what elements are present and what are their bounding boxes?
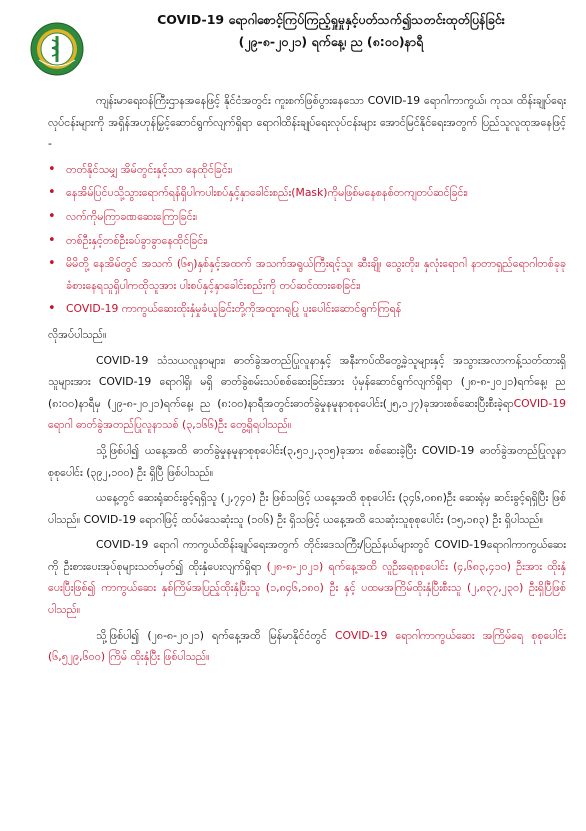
vaccination-doses-text: နှစ်ကြိမ်အပြည့်ထိုးနှံပြီးသူ (၁,၈၄၆,၁၈၀) ဦး နှင့် ပထမအကြိမ်ထိုးနှံပြီးစီးသူ (၂,၈၃၇,၂၃၀) ဦးရှိပြီဖြစ်ပါသည်။ <box>48 581 566 617</box>
list-item: • မိမိတို့ နေအိမ်တွင် အသက် (၆၅)နှစ်နှင့်အထက် အသက်အရွယ်ကြီးရင့်သူ၊ ဆီးချို၊ သွေးတိုး၊ နှလုံးရောဂါ နာတာရှည်ရောဂါတစ်ခုခုခံစားနေရသူရှိပါကထိုသူအား ပါးစပ်နှင့်နှာခေါင်းစည်းကို တပ်ဆင်ထားစေခြင်း၊ <box>62 253 566 296</box>
list-item: • လက်ကိုမကြာခဏဆေးကြောခြင်း၊ <box>62 206 566 228</box>
list-item: • နေအိမ်ပြင်ပသို့သွားရောက်ရန်ရှိပါကပါးစပ်နှင့်နှာခေါင်းစည်း(Mask)ကိုမဖြစ်မနေစနစ်တကျတပ်ဆင်ခြင်း၊ <box>62 182 566 204</box>
ministry-of-health-logo <box>30 22 84 76</box>
vaccination-text: COVID-19 ရောဂါ ကာကွယ်ထိန်းချုပ်ရေးအတွက် တိုင်းဒေသကြီး/ပြည်နယ်များတွင် COVID-19ရောဂါကာကွယ်ဆေးကို ဦးစားပေးအုပ်စုများသတ်မှတ်၍ ထိုးနှံပေးလျက်ရှိရာ <box>48 538 566 573</box>
total-doses-paragraph <box>48 625 566 668</box>
list-item: • COVID-19 ကာကွယ်ဆေးထိုးနှံမှုခံယူခြင်းတို့ကိုအထူးဂရုပြု ပူးပေါင်းဆောင်ရွက်ကြရန် <box>62 298 566 320</box>
prevention-list <box>48 159 566 320</box>
vaccinated-highlight: (၂၈-၈-၂၀၂၁) ရက်နေ့အထိ လူဦးရေစုစုပေါင်း (၄,၆၈၃,၄၁၀) ဦးအား ထိုးနှံပေးပြီးဖြစ်၍ ကာကွယ်ဆေး <box>48 559 566 595</box>
list-item: • တတ်နိုင်သမျှ အိမ်တွင်းနှင့်သာ နေထိုင်ခြင်း၊ <box>62 159 566 181</box>
discharge-deaths-paragraph: ယနေ့တွင် ဆေးရုံဆင်းခွင့်ရရှိသူ (၂,၇၄၀) ဦး ဖြစ်သဖြင့် ယနေ့အထိ စုစုပေါင်း (၃၄၆,၀၈၈)ဦး ဆေးရုံမှ ဆင်းခွင့်ရရှိပြီး ဖြစ်ပါသည်။ COVID-19 ရောဂါဖြင့် ထပ်မံသေဆုံးသူ (၁၀၆) ဦး ရှိသဖြင့် ယနေ့အထိ သေဆုံးသူစုစုပေါင်း (၁၅,၁၈၃) ဦး ရှိပါသည်။ <box>48 491 566 526</box>
closing-request: လိုအပ်ပါသည်။ <box>48 327 107 341</box>
cumulative-cases-paragraph: သို့ဖြစ်ပါ၍ ယနေ့အထိ ဓာတ်ခွဲမှုနမူနာစုစုပေါင်း(၃,၅၁၂,၃၁၅)ခုအား စစ်ဆေးခဲ့ပြီး COVID-19 ဓာတ်ခွဲအတည်ပြုလူနာ စုစုပေါင်း (၃၉၂,၁၀၀) ဦး ရှိပြီ ဖြစ်ပါသည်။ <box>48 443 566 479</box>
total-doses-count: အကြိမ်ရေ စုစုပေါင်း (၆,၅၂၉,၆၀၀) ကြိမ် ထိုးနှံပြီး ဖြစ်ပါသည်။ <box>48 628 567 664</box>
intro-paragraph: ကျန်းမာရေးဝန်ကြီးဌာနအနေဖြင့် နိုင်ငံအတွင်း ကူးစက်ဖြစ်ပွားနေသော COVID-19 ရောဂါကာကွယ်၊ ကုသ၊ ထိန်းချုပ်ရေးလုပ်ငန်းများကို အရှိန်အဟုန်မြှင့်ဆောင်ရွက်လျက်ရှိရာ ရောဂါထိန်းချုပ်ရေးလုပ်ငန်းများ အောင်မြင်နိုင်ရေးအတွက် ပြည်သူလူထုအနေဖြင့် - <box>48 94 566 151</box>
page-subtitle-date: (၂၉-၈-၂၀၂၁) ရက်နေ့၊ ည (၈:၀၀)နာရီ <box>238 34 424 49</box>
total-doses-text: သို့ဖြစ်ပါ၍ (၂၈-၈-၂၀၂၁) ရက်နေ့အထိ မြန်မာနိုင်ငံတွင် <box>96 628 327 642</box>
new-cases-highlight: COVID-19 ရောဂါ ဓာတ်ခွဲအတည်ပြုလူနာသစ် (၃,၁၆၆)ဦး တွေ့ရှိရပါသည်။ <box>48 396 566 432</box>
vaccine-highlight: COVID-19 ရောဂါကာကွယ်ဆေး <box>334 628 475 642</box>
testing-text: COVID-19 သံသယလူနာများ၊ ဓာတ်ခွဲအတည်ပြုလူနာနှင့် အနီးကပ်ထိတွေ့ခဲ့သူများနှင့် အသွားအလာကန့်သတ်ထားရှိသူများအား COVID-19 ရောဂါရှိ၊ မရှိ ဓာတ်ခွဲစမ်းသပ်စစ်ဆေးခြင်းအား ပုံမှန်ဆောင်ရွက်လျက်ရှိရာ (၂၈-၈-၂၀၂၁)ရက်နေ့၊ ည (၈:၀၀)နာရီမှ (၂၉-၈-၂၀၂၁)ရက်နေ့၊ ည (၈:၀၀)နာရီအတွင်းဓာတ်ခွဲမှုနမူနာစုစုပေါင်း(၂၅,၁၂၇)ခုအားစစ်ဆေးပြီးစီးခဲ့ရာ <box>48 353 566 410</box>
vaccination-paragraph <box>48 534 566 620</box>
page-title: COVID-19 ရောဂါစောင့်ကြပ်ကြည့်ရှုမှုနှင့်ပတ်သက်၍သတင်းထုတ်ပြန်ခြင်း <box>157 12 505 27</box>
testing-paragraph <box>48 350 566 436</box>
release-body <box>48 90 566 672</box>
list-item: • တစ်ဦးနှင့်တစ်ဦးခပ်ခွာခွာနေထိုင်ခြင်း၊ <box>62 230 566 252</box>
